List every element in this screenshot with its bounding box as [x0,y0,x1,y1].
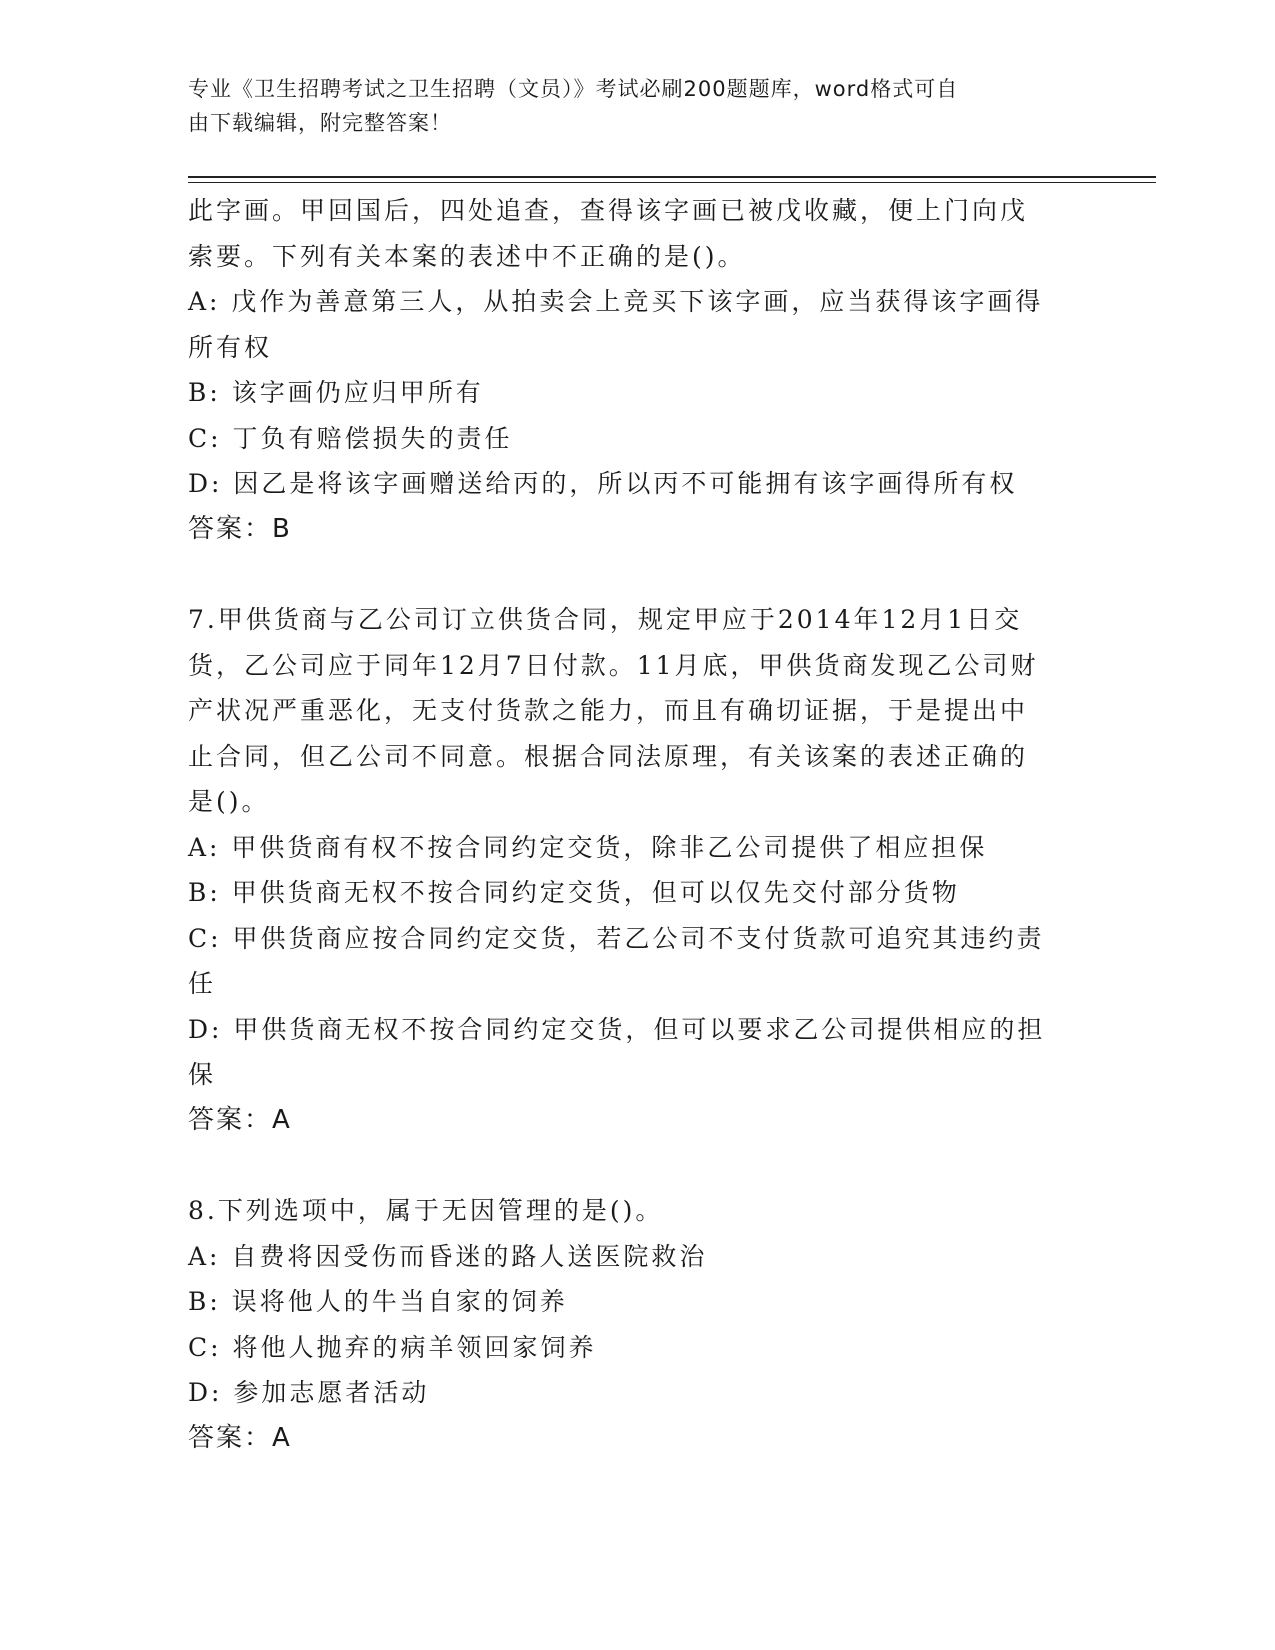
option-a: A: 自费将因受伤而昏迷的路人送医院救治 [188,1241,708,1271]
option-a: A: 甲供货商有权不按合同约定交货，除非乙公司提供了相应担保 [188,832,988,862]
option-d-continued: 保 [188,1060,217,1089]
option-a-continued: 所有权 [188,332,273,362]
option-b: B: 该字画仍应归甲所有 [188,378,484,407]
option-c-continued: 任 [188,969,217,998]
spacer [188,552,1088,597]
question-stem-line: 产状况严重恶化，无支付货款之能力，而且有确切证据，于是提出中 [188,696,1029,725]
option-d: D: 因乙是将该字画赠送给丙的，所以丙不可能拥有该字画得所有权 [188,469,1018,498]
question-6 [188,188,1088,552]
question-stem-line: 7.甲供货商与乙公司订立供货合同，规定甲应于2014年12月1日交 [188,605,1023,634]
question-stem-line: 是()。 [188,787,270,816]
question-8 [188,1188,1088,1461]
header-divider [188,176,1156,178]
answer-line: 答案：A [188,1422,292,1453]
option-c: C: 甲供货商应按合同约定交货，若乙公司不支付货款可追究其违约责 [188,923,1045,953]
header-divider-thin [188,182,1156,183]
question-stem-line: 此字画。甲回国后，四处追查，查得该字画已被戊收藏，便上门向戊 [188,196,1029,225]
question-content [188,188,1088,1461]
answer-line: 答案：A [188,1104,292,1135]
option-d: D: 参加志愿者活动 [188,1378,430,1407]
option-a: A: 戊作为善意第三人，从拍卖会上竞买下该字画，应当获得该字画得 [188,287,1044,316]
option-c: C: 丁负有赔偿损失的责任 [188,423,513,453]
option-b: B: 甲供货商无权不按合同约定交货，但可以仅先交付部分货物 [188,878,960,907]
question-stem-line: 止合同，但乙公司不同意。根据合同法原理，有关该案的表述正确的 [188,741,1029,771]
page-header [188,72,1068,140]
question-stem-line: 8.下列选项中，属于无因管理的是()。 [188,1196,664,1225]
spacer [188,1143,1088,1188]
question-stem-line: 货，乙公司应于同年12月7日付款。11月底，甲供货商发现乙公司财 [188,650,1039,680]
header-title-line2: 由下载编辑，附完整答案！ [188,111,452,135]
option-d: D: 甲供货商无权不按合同约定交货，但可以要求乙公司提供相应的担 [188,1014,1046,1044]
option-b: B: 误将他人的牛当自家的饲养 [188,1287,568,1316]
header-title-line1: 专业《卫生招聘考试之卫生招聘（文员）》考试必刷200题题库，word格式可自 [188,77,959,101]
answer-line: 答案：B [188,513,292,544]
question-stem-line: 索要。下列有关本案的表述中不正确的是()。 [188,241,746,271]
option-c: C: 将他人抛弃的病羊领回家饲养 [188,1332,597,1362]
question-7 [188,597,1088,1143]
